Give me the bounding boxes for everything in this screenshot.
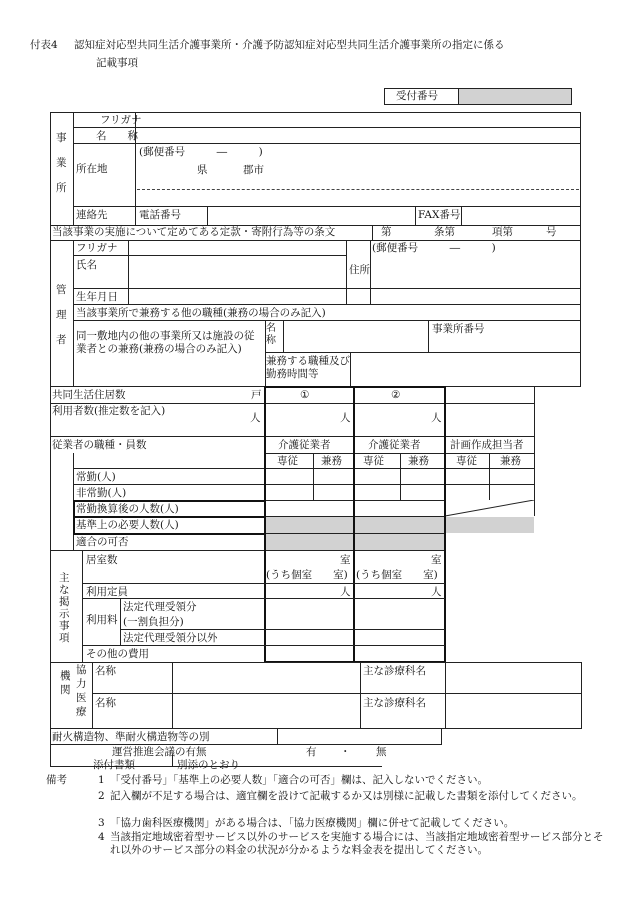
planner-diagonal [445,500,535,517]
council-yes: 有 [306,746,317,758]
office-phone-label: 電話番号 [139,209,181,221]
council-label: 運営推進会議の有無 [112,746,207,758]
main-items-char4: 示 [59,608,70,620]
parttime-1: 兼務 [321,455,342,467]
note-1-text: 「受付番号」「基準上の必要人数」「適合の可否」欄は、記入しないでください。 [110,774,488,786]
fulltime-1: 専従 [277,455,298,467]
copay-label: (一割負担分) [123,616,184,628]
manager-section-char2: 理 [56,309,67,321]
council-no: 無 [376,746,387,758]
suitability-label: 適合の可否 [76,536,129,548]
receipt-number-field [459,89,571,104]
suitability-shade [265,534,446,550]
care-staff-header-1: 介護従業者 [278,439,331,451]
manager-dual-job-label: 兼務する職種及び勤務時間等 [266,355,350,380]
form-title-line1: 認知症対応型共同生活介護事業所・介護予防認知症対応型共同生活介護事業所の指定に係る [74,39,505,51]
planner-required-shade [446,517,534,533]
fulltime-2: 専従 [363,455,384,467]
office-pref-label: 県 [197,164,208,176]
coop-char-i: 医 [76,692,87,704]
private-room-1: (うち個室 室) [266,569,348,581]
articles-go: 号 [546,226,557,238]
main-items-char2: な [59,584,70,596]
residences-label: 共同生活住居数 [52,389,126,401]
notes-label: 備考 [46,774,67,786]
manager-other-job-label: 当該事業所で兼務する他の職種(兼務の場合のみ記入) [76,307,326,319]
manager-section-char1: 管 [56,284,67,296]
users-unit1: 人 [340,412,351,424]
office-contact-label: 連絡先 [76,209,108,221]
staff-types-label: 従業者の職種・員数 [52,439,147,451]
legal-proxy-label: 法定代理受領分 [123,601,197,613]
coop-char-kyo: 協 [76,664,87,676]
users-label: 利用者数(推定数を記入) [52,405,166,417]
council-dot: ・ [340,746,351,758]
unit1-label: ① [300,389,310,401]
required-label: 基準上の必要人数(人) [76,519,179,531]
coop-name-label-1: 名称 [95,665,116,677]
nonregular-label: 非常勤(人) [76,487,127,499]
note-3-num: 3 [98,817,105,829]
office-postal-label: (郵便番号 ― ) [139,146,263,158]
office-name-label: 名 称 [96,130,138,142]
users-unit2: 人 [431,412,442,424]
attached-label: 添付書類 [93,759,135,771]
note-3-text: 「協力歯科医療機関」がある場合は、「協力医療機関」欄に併せて記載してください。 [110,817,515,829]
attached-value: 別添のとおり [177,759,240,771]
parttime-2: 兼務 [408,455,429,467]
capacity-label: 利用定員 [86,586,128,598]
coop-dept-label-1: 主な診療科名 [363,665,426,677]
other-costs-label: その他の費用 [86,648,149,660]
room-unit-2: 室 [431,554,442,566]
manager-meisho-label: 名称 [266,323,276,346]
regular-label: 常勤(人) [76,471,116,483]
required-count-shade [265,517,446,533]
residences-unit: 戸 [251,389,262,401]
office-section-char3: 所 [56,182,67,194]
office-location-label: 所在地 [76,163,108,175]
coop-char-ryoku: 力 [76,678,87,690]
manager-same-site-label: 同一敷地内の他の事業所又は施設の従業者との兼務(兼務の場合のみ記入) [76,330,255,355]
care-staff-header-2: 介護従業者 [368,439,421,451]
unit2-label: ② [391,389,401,401]
capacity-unit-1: 人 [340,586,351,598]
articles-jo: 条第 [434,226,455,238]
manager-postal-label: (郵便番号 ― ) [372,242,496,254]
office-county-label: 郡市 [243,164,264,176]
fireproof-label: 耐火構造物、準耐火構造物等の別 [52,731,210,743]
coop-char-kan: 関 [60,684,71,696]
office-section-char2: 業 [56,157,67,169]
parttime-3: 兼務 [500,455,521,467]
manager-address-label: 住所 [349,264,370,276]
form-label: 付表4 [30,39,58,51]
articles-label: 当該事業の実施について定めてある定款・寄附行為等の条文 [52,226,336,238]
articles-ko: 項第 [492,226,513,238]
office-section-char1: 事 [56,132,67,144]
articles-dai: 第 [381,226,392,238]
manager-name-label: 氏名 [76,259,97,271]
fulltime-3: 専従 [456,455,477,467]
main-items-char6: 項 [59,632,70,644]
room-unit-1: 室 [340,554,351,566]
manager-birthdate-label: 生年月日 [76,291,118,303]
main-items-char1: 主 [59,572,70,584]
fte-label: 常勤換算後の人数(人) [76,503,179,515]
note-2-text: 記入欄が不足する場合は、適宜欄を設けて記載するか又は別様に記載した書類を添付してください。 [110,790,583,802]
note-4-num: 4 [98,831,105,843]
main-items-char3: 掲 [59,596,70,608]
note-2-num: 2 [98,790,105,802]
non-proxy-label: 法定代理受領分以外 [123,632,218,644]
manager-furigana-label: フリガナ [76,242,118,254]
coop-char-ki: 機 [60,670,71,682]
coop-name-label-2: 名称 [95,697,116,709]
private-room-2: (うち個室 室) [356,569,438,581]
rooms-label: 居室数 [86,554,118,566]
capacity-unit-2: 人 [431,586,442,598]
users-unit: 人 [250,412,261,424]
office-fax-label: FAX番号 [418,209,461,221]
form-title-line2: 記載事項 [96,57,138,69]
planner-header: 計画作成担当者 [450,439,524,451]
main-items-char5: 事 [59,620,70,632]
manager-section-char3: 者 [56,334,67,346]
receipt-label: 受付番号 [396,90,438,102]
manager-office-no-label: 事業所番号 [432,323,485,335]
fee-label: 利用料 [86,614,118,626]
office-furigana-label: フリガナ [100,114,142,126]
note-1-num: 1 [98,774,105,786]
coop-dept-label-2: 主な診療科名 [363,697,426,709]
coop-char-ryo: 療 [76,706,87,718]
note-4-text: 当該指定地域密着型サービス以外のサービスを実施する場合には、当該指定地域密着型サービス部分とそれ以外のサービス部分の料金の状況が分かるような料金表を提出してください。 [110,831,604,856]
